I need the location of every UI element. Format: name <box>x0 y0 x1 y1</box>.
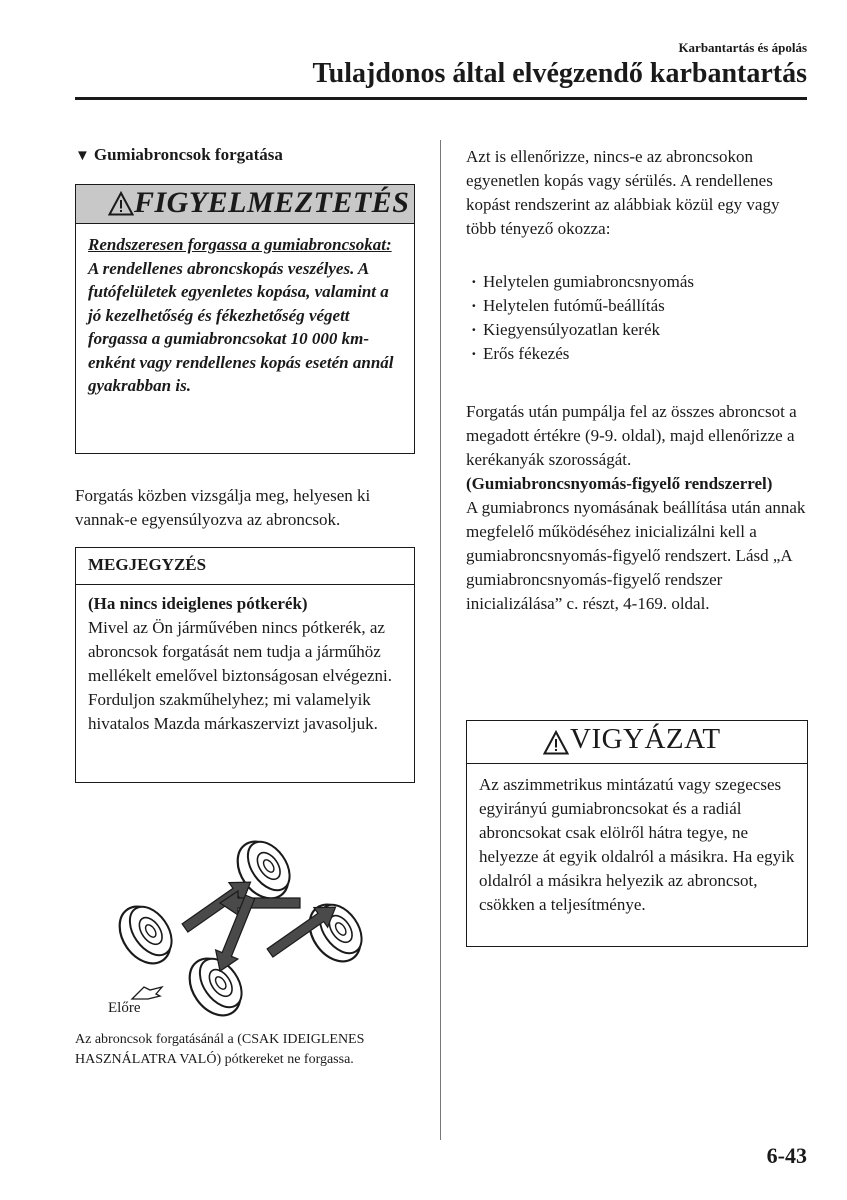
warning-text: A rendellenes abroncskopás veszélyes. A futófelületek egyenletes kopása, valamint a jó kezelhetőség és fékezhetőség végett forgassa a gumiabroncsokat 10 000 km-enként vagy rendellenes kopás esetén annál gyakrabban is. <box>88 258 394 395</box>
forward-label: Előre <box>108 1000 141 1016</box>
tpms-text: A gumiabroncs nyomásának beállítása után annak megfelelő működéséhez inicializálni kell a gumiabroncsnyomás-figyelő rendszert. Lásd „A gumiabroncsnyomás-figyelő rendszer inicializálása” c. részt, 4-169. oldal. <box>466 498 806 613</box>
caution-title: VIGYÁZAT <box>570 723 721 755</box>
inflation-text: Forgatás után pumpálja fel az összes abroncsot a megadott értékre (9-9. oldal), majd ellenőrizze a kerékanyák szorosságát. <box>466 402 797 469</box>
inflation-paragraph <box>466 400 811 616</box>
inspection-paragraph: Forgatás közben vizsgálja meg, helyesen ki vannak-e egyensúlyozva az abroncsok. <box>75 486 371 529</box>
caution-header <box>467 721 807 764</box>
warning-box <box>75 184 415 454</box>
warning-triangle-icon <box>108 191 134 217</box>
note-header <box>76 548 414 585</box>
triangle-down-icon: ▼ <box>75 148 90 164</box>
note-box <box>75 547 415 783</box>
note-title: MEGJEGYZÉS <box>88 555 207 574</box>
subheading <box>75 145 283 165</box>
tire-rear-right <box>299 894 372 971</box>
tire-front-left <box>109 896 182 973</box>
warning-title: FIGYELMEZTETÉS <box>134 186 410 219</box>
caution-box <box>466 720 808 947</box>
note-body <box>88 592 406 736</box>
caution-text: Az aszimmetrikus mintázatú vagy szegecses egyirányú gumiabroncsokat és a radiál abroncsokat csak elölről hátra tegye, ne helyezze át egyik oldalról a másikra. Ha egyik oldalról a másikra helyezik az abroncsot, csökken a teljesítménye. <box>479 775 795 914</box>
tire-rear-left <box>179 948 252 1020</box>
warning-body <box>88 233 404 398</box>
list-item: · Helytelen futómű-beállítás <box>466 294 811 318</box>
list-item: · Helytelen gumiabroncsnyomás <box>466 270 811 294</box>
note-subtitle: (Ha nincs ideiglenes pótkerék) <box>88 594 308 613</box>
warning-lead: Rendszeresen forgassa a gumiabroncsokat: <box>88 235 392 254</box>
subheading-text: Gumiabroncsok forgatása <box>93 145 283 164</box>
page-title: Tulajdonos által elvégzendő karbantartás <box>312 58 807 89</box>
tpms-subheading: (Gumiabroncsnyomás-figyelő rendszerrel) <box>466 474 773 493</box>
wear-causes-list <box>466 270 811 366</box>
warning-triangle-icon <box>543 730 569 756</box>
note-text: Mivel az Ön járművében nincs pótkerék, az abroncsok forgatását nem tudja a járműhöz mellékelt emelővel biztonságosan elvégezni. Forduljon szakműhelyhez; mi valamelyik hivatalos Mazda márkaszervizt javasoljuk. <box>88 618 392 733</box>
section-label: Karbantartás és ápolás <box>678 40 807 55</box>
page-number: 6-43 <box>766 1143 807 1168</box>
header-rule <box>75 97 807 100</box>
warning-header <box>76 185 414 224</box>
diagram-caption: Az abroncsok forgatásánál a (CSAK IDEIGLENES HASZNÁLATRA VALÓ) pótkereket ne forgassa. <box>75 1032 365 1067</box>
list-item: · Kiegyensúlyozatlan kerék <box>466 318 811 342</box>
list-item: · Erős fékezés <box>466 342 811 366</box>
wear-paragraph: Azt is ellenőrizze, nincs-e az abroncsokon egyenetlen kopás vagy sérülés. A rendellenes kopást rendszerint az alábbiak közül egy vagy több tényező okozza: <box>466 147 780 238</box>
column-divider <box>440 140 441 1140</box>
